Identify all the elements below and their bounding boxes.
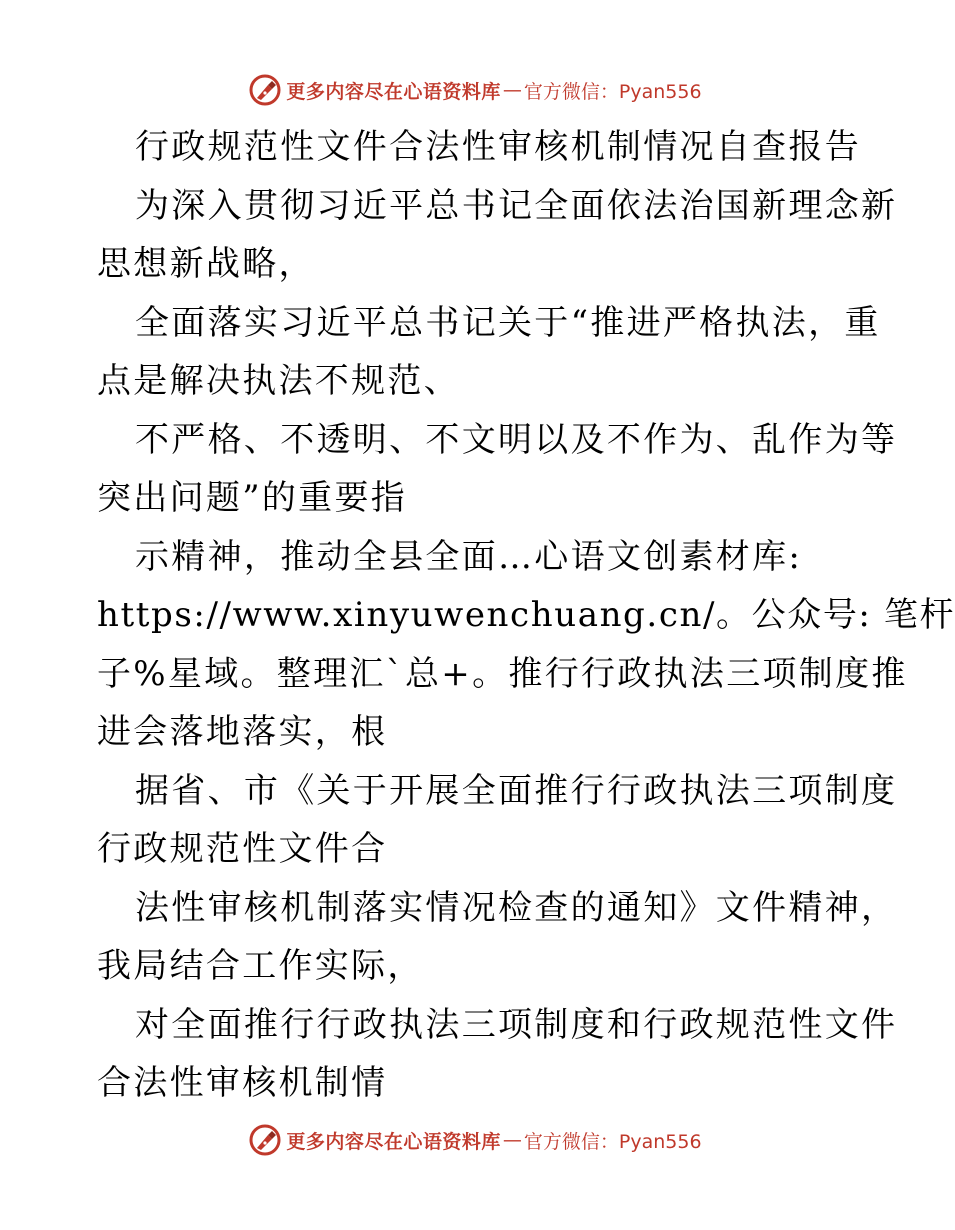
text-line: 突出问题”的重要指: [97, 478, 408, 518]
banner-separator: —: [502, 79, 522, 101]
text-line: 不严格、不透明、不文明以及不作为、乱作为等: [135, 419, 898, 460]
banner-slogan: 更多内容尽在心语资料库: [286, 80, 501, 103]
document-title: 行政规范性文件合法性审核机制情况自查报告: [135, 127, 861, 167]
fountain-pen-circle-icon: [248, 73, 282, 107]
text-line: 示精神，推动全县全面…心语文创素材库:: [135, 536, 803, 577]
text-line-url: https://www.xinyuwenchuang.cn/。公众号: 笔杆: [97, 595, 955, 635]
text-line: 据省、市《关于开展全面推行行政执法三项制度: [135, 770, 898, 811]
text-line: 我局结合工作实际，: [97, 946, 424, 986]
text-line: 子%星域。整理汇`总+。推行行政执法三项制度推: [97, 653, 908, 694]
text-line: 思想新战略，: [97, 244, 315, 284]
fountain-pen-circle-icon: [248, 1123, 282, 1157]
header-banner: [0, 70, 950, 110]
text-line: 合法性审核机制情: [97, 1063, 388, 1103]
text-line: 行政规范性文件合: [97, 829, 388, 869]
text-line: 为深入贯彻习近平总书记全面依法治国新理念新: [135, 185, 898, 226]
banner-slogan: 更多内容尽在心语资料库: [286, 1130, 501, 1153]
banner-separator: —: [502, 1129, 522, 1151]
text-line: 对全面推行行政执法三项制度和行政规范性文件: [135, 1004, 898, 1045]
text-line: 进会落地落实，根: [97, 712, 388, 752]
banner-wechat: 官方微信：Pyan556: [523, 1130, 702, 1153]
banner-wechat: 官方微信：Pyan556: [523, 80, 702, 103]
text-line: 点是解决执法不规范、: [97, 361, 460, 401]
text-line: 全面落实习近平总书记关于“推进严格执法，重: [135, 302, 881, 343]
footer-banner: [0, 1120, 950, 1160]
document-body: [97, 118, 955, 1113]
text-line: 法性审核机制落实情况检查的通知》文件精神，: [135, 887, 898, 928]
